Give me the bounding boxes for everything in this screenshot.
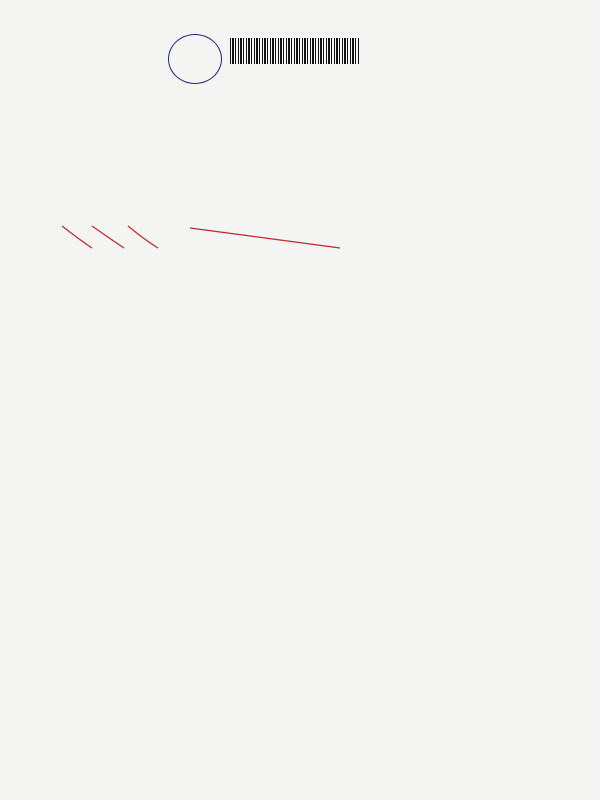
handwritten-circle [168,34,222,84]
barcode [230,38,360,64]
document-delivery-stamp [367,56,556,76]
strikeout-marks [62,226,340,248]
